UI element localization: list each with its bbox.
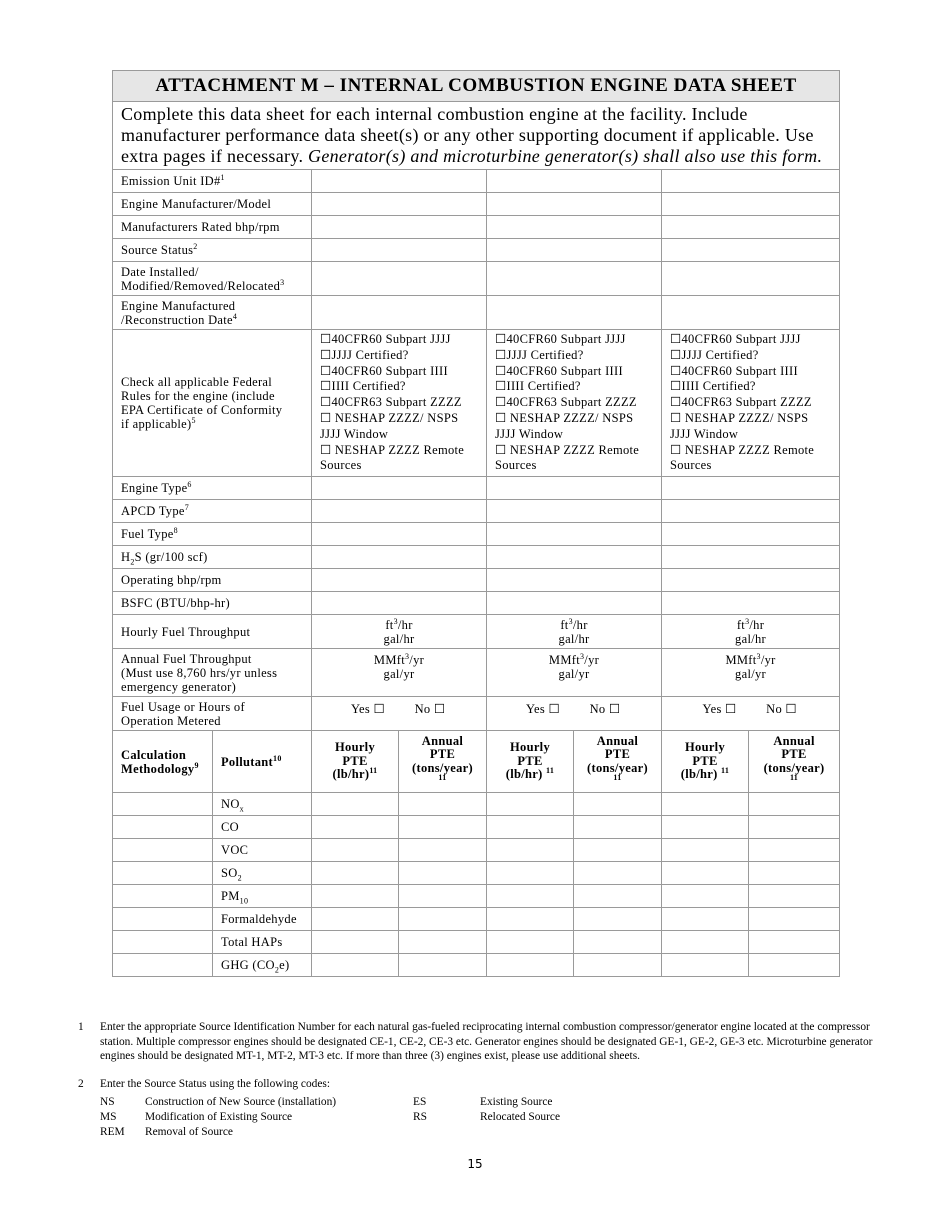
pte-cell[interactable] [399, 793, 487, 816]
label-hourly-fuel: Hourly Fuel Throughput [113, 615, 312, 649]
label-bsfc: BSFC (BTU/bhp-hr) [113, 592, 312, 615]
pte-cell[interactable] [312, 839, 399, 862]
header-hourly-pte-2: Hourly PTE (lb/hr) $^{11}$ [487, 731, 574, 793]
pte-cell[interactable] [399, 908, 487, 931]
pte-cell[interactable] [749, 862, 840, 885]
pte-cell[interactable] [487, 793, 574, 816]
row-federal-rules [113, 330, 840, 477]
footnote-2-text: Enter the Source Status using the following codes: [100, 1077, 330, 1090]
pte-cell[interactable] [399, 816, 487, 839]
pollutant-ghg: GHG $(CO_2e)$ [213, 954, 312, 977]
field-manufactured-date-3[interactable] [662, 296, 840, 330]
pollutant-nox: $NO_x$ [213, 793, 312, 816]
federal-rules-checklist-2 [487, 330, 662, 477]
source-status-codes [78, 1095, 878, 1139]
checkbox-neshap-remote-3-cont: Sources [670, 458, 712, 473]
pte-cell[interactable] [749, 793, 840, 816]
page-number: 15 [467, 1157, 483, 1171]
pte-cell[interactable] [312, 931, 399, 954]
field-manufacturer-model-2[interactable] [487, 193, 662, 216]
pte-cell[interactable] [574, 793, 662, 816]
row-bsfc [113, 592, 840, 615]
checkbox-iiii-certified-2[interactable]: ☐IIII Certified? [495, 379, 581, 394]
label-apcd-type: APCD Type$^7$ [113, 500, 312, 523]
field-h2s-1[interactable] [312, 546, 487, 569]
field-operating-bhp-2[interactable] [487, 569, 662, 592]
pollutant-total-haps: Total HAPs [213, 931, 312, 954]
field-fuel-type-2[interactable] [487, 523, 662, 546]
checkbox-neshap-nsps-window-2-cont: JJJJ Window [495, 426, 564, 441]
field-rated-bhp-1[interactable] [312, 216, 487, 239]
pte-cell[interactable] [487, 908, 574, 931]
pte-cell[interactable] [312, 793, 399, 816]
field-manufacturer-model-1[interactable] [312, 193, 487, 216]
checkbox-40cfr60-jjjj-2[interactable]: ☐40CFR60 Subpart JJJJ [495, 332, 626, 346]
pte-cell[interactable] [662, 839, 749, 862]
checkbox-iiii-certified-3[interactable]: ☐IIII Certified? [670, 379, 756, 394]
pte-cell[interactable] [312, 954, 399, 977]
field-apcd-type-3[interactable] [662, 500, 840, 523]
pte-cell[interactable] [487, 931, 574, 954]
label-date-installed: Date Installed/ Modified/Removed/Relocated$^3$ [113, 262, 312, 296]
pollutant-row-ghg [113, 954, 840, 977]
intro-italic-text: Generator(s) and microturbine generator(s) shall also use this form. [308, 146, 823, 166]
footnote-2-number: 2 [78, 1077, 84, 1090]
checkbox-jjjj-certified-2[interactable]: ☐JJJJ Certified? [495, 347, 584, 362]
pte-cell[interactable] [662, 793, 749, 816]
pte-cell[interactable] [662, 862, 749, 885]
label-operating-bhp: Operating bhp/rpm [113, 569, 312, 592]
pte-cell[interactable] [574, 908, 662, 931]
calc-method-co[interactable] [113, 816, 213, 839]
pte-cell[interactable] [662, 954, 749, 977]
field-manufactured-date-1[interactable] [312, 296, 487, 330]
pte-cell[interactable] [312, 862, 399, 885]
pte-cell[interactable] [487, 885, 574, 908]
field-hourly-fuel-3[interactable]: $ft^3/hr$ gal/hr [662, 615, 840, 649]
field-h2s-3[interactable] [662, 546, 840, 569]
checkbox-jjjj-certified-1[interactable]: ☐JJJJ Certified? [320, 347, 409, 362]
calc-method-voc[interactable] [113, 839, 213, 862]
header-annual-pte-3: Annual PTE (tons/year) $^{11}$ [749, 731, 840, 793]
code-rs-desc: Relocated Source [480, 1110, 561, 1123]
field-source-status-1[interactable] [312, 239, 487, 262]
metered-yes-no-2 [487, 697, 662, 731]
pollutant-co: CO [213, 816, 312, 839]
pte-cell[interactable] [662, 816, 749, 839]
field-annual-fuel-3[interactable]: MMft$^3$/yr gal/yr [662, 649, 840, 697]
checkbox-neshap-nsps-window-3[interactable]: ☐ NESHAP ZZZZ/ NSPS [670, 410, 809, 425]
pollutant-so2: $SO_2$ [213, 862, 312, 885]
calc-method-so2[interactable] [113, 862, 213, 885]
checkbox-jjjj-certified-3[interactable]: ☐JJJJ Certified? [670, 347, 759, 362]
field-date-installed-1[interactable] [312, 262, 487, 296]
code-rem-desc: Removal of Source [145, 1125, 233, 1138]
label-metered: Fuel Usage or Hours of Operation Metered [113, 697, 312, 731]
pte-cell[interactable] [749, 954, 840, 977]
calc-method-pm10[interactable] [113, 885, 213, 908]
field-emission-unit-2[interactable] [487, 170, 662, 193]
checkbox-metered-yes-3[interactable]: Yes ☐ [702, 702, 737, 717]
checkbox-metered-no-3[interactable]: No ☐ [766, 702, 797, 717]
checkbox-40cfr60-iiii-2[interactable]: ☐40CFR60 Subpart IIII [495, 363, 623, 378]
pte-cell[interactable] [574, 954, 662, 977]
footnote-1 [78, 1020, 878, 1064]
field-annual-fuel-1[interactable]: MMft$^3$/yr gal/yr [312, 649, 487, 697]
code-ms: MS [100, 1110, 117, 1123]
pte-cell[interactable] [749, 839, 840, 862]
checkbox-40cfr63-zzzz-1[interactable]: ☐40CFR63 Subpart ZZZZ [320, 395, 462, 410]
header-annual-pte-2: Annual PTE (tons/year) $^{11}$ [574, 731, 662, 793]
label-emission-unit: Emission Unit ID#$^1$ [113, 170, 312, 193]
field-manufactured-date-2[interactable] [487, 296, 662, 330]
pollutant-row-voc [113, 839, 840, 862]
pte-cell[interactable] [399, 954, 487, 977]
header-pollutant: Pollutant$^{10}$ [213, 731, 312, 793]
row-source-status [113, 239, 840, 262]
pollutant-row-pm10 [113, 885, 840, 908]
row-h2s [113, 546, 840, 569]
field-engine-type-3[interactable] [662, 477, 840, 500]
header-annual-pte-1: Annual PTE (tons/year) $^{11}$ [399, 731, 487, 793]
field-hourly-fuel-1[interactable]: $ft^3/hr$ gal/hr [312, 615, 487, 649]
federal-rules-checklist-1 [312, 330, 487, 477]
calc-method-formaldehyde[interactable] [113, 908, 213, 931]
sheet-title: ATTACHMENT M – INTERNAL COMBUSTION ENGINE DATA SHEET [113, 71, 840, 102]
pte-cell[interactable] [574, 885, 662, 908]
checkbox-40cfr63-zzzz-2[interactable]: ☐40CFR63 Subpart ZZZZ [495, 395, 637, 410]
row-apcd-type [113, 500, 840, 523]
footnote-1-number: 1 [78, 1021, 84, 1033]
label-engine-type: Engine Type$^6$ [113, 477, 312, 500]
field-rated-bhp-3[interactable] [662, 216, 840, 239]
field-rated-bhp-2[interactable] [487, 216, 662, 239]
field-operating-bhp-1[interactable] [312, 569, 487, 592]
code-ns-desc: Construction of New Source (installation) [145, 1096, 337, 1109]
metered-yes-no-1 [312, 697, 487, 731]
field-engine-type-2[interactable] [487, 477, 662, 500]
checkbox-neshap-remote-3[interactable]: ☐ NESHAP ZZZZ Remote [670, 442, 815, 457]
pollutant-row-nox [113, 793, 840, 816]
pte-cell[interactable] [312, 885, 399, 908]
pte-cell[interactable] [487, 816, 574, 839]
header-hourly-pte-1: Hourly PTE $(lb/hr)^{11}$ [312, 731, 399, 793]
field-bsfc-1[interactable] [312, 592, 487, 615]
checkbox-neshap-remote-1-cont: Sources [320, 458, 362, 473]
field-bsfc-2[interactable] [487, 592, 662, 615]
code-ns: NS [100, 1096, 115, 1109]
footnotes [78, 1020, 878, 1139]
label-h2s: $H_2S$ (gr/100 scf) [113, 546, 312, 569]
field-date-installed-3[interactable] [662, 262, 840, 296]
code-es: ES [413, 1096, 427, 1109]
field-source-status-2[interactable] [487, 239, 662, 262]
header-hourly-pte-3: Hourly PTE (lb/hr) $^{11}$ [662, 731, 749, 793]
checkbox-neshap-nsps-window-2[interactable]: ☐ NESHAP ZZZZ/ NSPS [495, 410, 634, 425]
field-apcd-type-2[interactable] [487, 500, 662, 523]
row-hourly-fuel [113, 615, 840, 649]
code-rs: RS [413, 1110, 427, 1123]
calc-method-nox[interactable] [113, 793, 213, 816]
pollutant-voc: VOC [213, 839, 312, 862]
code-rem: REM [100, 1125, 125, 1138]
field-fuel-type-3[interactable] [662, 523, 840, 546]
pte-cell[interactable] [399, 885, 487, 908]
checkbox-40cfr60-jjjj-1[interactable]: ☐40CFR60 Subpart JJJJ [320, 332, 451, 346]
pollutant-formaldehyde: Formaldehyde [213, 908, 312, 931]
pte-cell[interactable] [399, 839, 487, 862]
pte-cell[interactable] [749, 816, 840, 839]
checkbox-40cfr63-zzzz-3[interactable]: ☐40CFR63 Subpart ZZZZ [670, 395, 812, 410]
field-bsfc-3[interactable] [662, 592, 840, 615]
pte-cell[interactable] [312, 908, 399, 931]
field-fuel-type-1[interactable] [312, 523, 487, 546]
pte-cell[interactable] [749, 885, 840, 908]
row-metered [113, 697, 840, 731]
label-federal-rules: Check all applicable Federal Rules for the engine (include EPA Certificate of Conformity if applicable)$^5$ [113, 330, 312, 477]
label-annual-fuel: Annual Fuel Throughput (Must use 8,760 hrs/yr unless emergency generator) [113, 649, 312, 697]
field-h2s-2[interactable] [487, 546, 662, 569]
intro-text: Complete this data sheet for each internal combustion engine at the facility. Include manufacturer performance data sheet(s) or any other supporting document if applicable. Use extra pages if necessary. [121, 104, 814, 166]
pte-cell[interactable] [574, 816, 662, 839]
field-emission-unit-3[interactable] [662, 170, 840, 193]
field-source-status-3[interactable] [662, 239, 840, 262]
checkbox-40cfr60-iiii-3[interactable]: ☐40CFR60 Subpart IIII [670, 363, 798, 378]
checkbox-metered-yes-1[interactable]: Yes ☐ [350, 702, 386, 717]
field-operating-bhp-3[interactable] [662, 569, 840, 592]
pollutant-pm10: $PM_{10}$ [213, 885, 312, 908]
engine-data-sheet-table [112, 70, 840, 977]
field-emission-unit-1[interactable] [312, 170, 487, 193]
metered-yes-no-3 [662, 697, 840, 731]
header-calculation-methodology: Calculation Methodology$^9$ [113, 731, 213, 793]
checkbox-neshap-remote-2-cont: Sources [495, 458, 537, 473]
checkbox-neshap-nsps-window-3-cont: JJJJ Window [670, 426, 739, 441]
pte-cell[interactable] [574, 862, 662, 885]
row-manufactured-date [113, 296, 840, 330]
pollutant-row-formaldehyde [113, 908, 840, 931]
label-manufacturer-model: Engine Manufacturer/Model [113, 193, 312, 216]
checkbox-neshap-nsps-window-1-cont: JJJJ Window [320, 426, 389, 441]
pollutant-row-co [113, 816, 840, 839]
federal-rules-checklist-3 [662, 330, 840, 477]
row-emission-unit [113, 170, 840, 193]
intro-row [113, 102, 840, 170]
pte-cell[interactable] [487, 954, 574, 977]
field-hourly-fuel-2[interactable]: $ft^3/hr$ gal/hr [487, 615, 662, 649]
pte-cell[interactable] [487, 862, 574, 885]
checkbox-metered-yes-2[interactable]: Yes ☐ [525, 702, 561, 717]
checkbox-iiii-certified-1[interactable]: ☐IIII Certified? [320, 379, 406, 394]
checkbox-neshap-nsps-window-1[interactable]: ☐ NESHAP ZZZZ/ NSPS [320, 410, 459, 425]
field-manufacturer-model-3[interactable] [662, 193, 840, 216]
calc-method-ghg[interactable] [113, 954, 213, 977]
checkbox-neshap-remote-2[interactable]: ☐ NESHAP ZZZZ Remote [495, 442, 640, 457]
intro-instructions [113, 102, 840, 170]
row-operating-bhp [113, 569, 840, 592]
pte-cell[interactable] [662, 885, 749, 908]
row-manufacturer-model [113, 193, 840, 216]
pte-cell[interactable] [487, 839, 574, 862]
pte-cell[interactable] [574, 931, 662, 954]
checkbox-40cfr60-iiii-1[interactable]: ☐40CFR60 Subpart IIII [320, 363, 448, 378]
pte-cell[interactable] [749, 931, 840, 954]
field-apcd-type-1[interactable] [312, 500, 487, 523]
pte-cell[interactable] [312, 816, 399, 839]
pte-header-row [113, 731, 840, 793]
field-annual-fuel-2[interactable]: MMft$^3$/yr gal/yr [487, 649, 662, 697]
calc-method-total-haps[interactable] [113, 931, 213, 954]
checkbox-metered-no-1[interactable]: No ☐ [414, 702, 446, 717]
code-ms-desc: Modification of Existing Source [145, 1110, 293, 1123]
checkbox-neshap-remote-1[interactable]: ☐ NESHAP ZZZZ Remote [320, 442, 465, 457]
label-manufactured-date: Engine Manufactured /Reconstruction Date$^4$ [113, 296, 312, 330]
pte-cell[interactable] [749, 908, 840, 931]
pte-cell[interactable] [574, 839, 662, 862]
checkbox-40cfr60-jjjj-3[interactable]: ☐40CFR60 Subpart JJJJ [670, 332, 801, 346]
pte-cell[interactable] [399, 931, 487, 954]
label-source-status: Source Status$^2$ [113, 239, 312, 262]
row-date-installed [113, 262, 840, 296]
field-engine-type-1[interactable] [312, 477, 487, 500]
row-annual-fuel [113, 649, 840, 697]
checkbox-metered-no-2[interactable]: No ☐ [589, 702, 621, 717]
footnote-2 [78, 1077, 878, 1092]
pollutant-row-so2 [113, 862, 840, 885]
pollutant-row-total-haps [113, 931, 840, 954]
pte-cell[interactable] [662, 931, 749, 954]
footnote-1-text: Enter the appropriate Source Identification Number for each natural gas-fueled reciprocating internal combustion compressor/generator engine located at the compressor station. Multiple compressor engines should be designated CE-1, CE-2, CE-3 etc. Generator engines should be designated GE-1, GE-2, GE-3 etc. Microturbine generator engines should be designated MT-1, MT-2, MT-3 etc. If more than three (3) engines exist, please use additional sheets. [100, 1021, 873, 1063]
row-rated-bhp [113, 216, 840, 239]
field-date-installed-2[interactable] [487, 262, 662, 296]
label-rated-bhp: Manufacturers Rated bhp/rpm [113, 216, 312, 239]
row-fuel-type [113, 523, 840, 546]
pte-cell[interactable] [399, 862, 487, 885]
label-fuel-type: Fuel Type$^8$ [113, 523, 312, 546]
title-row [113, 71, 840, 102]
row-engine-type [113, 477, 840, 500]
code-es-desc: Existing Source [480, 1096, 553, 1109]
pte-cell[interactable] [662, 908, 749, 931]
